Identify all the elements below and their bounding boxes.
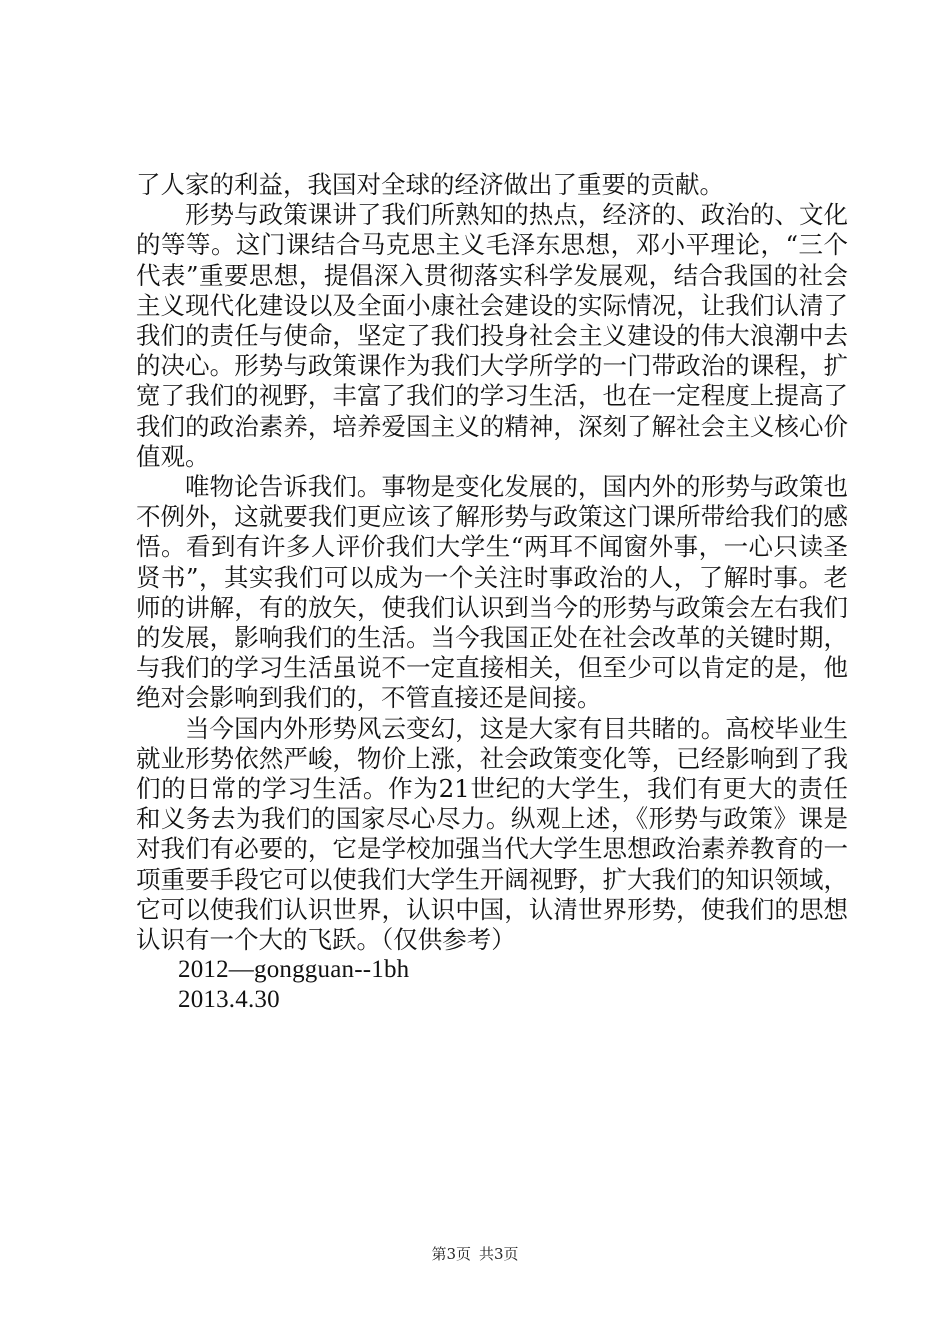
paragraph: 唯物论告诉我们。事物是变化发展的，国内外的形势与政策也不例外，这就要我们更应该了解形势与政策这门课所带给我们的感悟。看到有许多人评价我们大学生“两耳不闻窗外事，一心只读圣贤书”，其实我们可以成为一个关注时事政治的人，了解时事。老师的讲解，有的放矢，使我们认识到当今的形势与政策会左右我们的发展，影响我们的生活。当今我国正处在社会改革的关键时期，与我们的学习生活虽说不一定直接相关，但至少可以肯定的是，他绝对会影响到我们的，不管直接还是间接。 [136,472,848,713]
page-number: 第3页 [431,1245,471,1263]
paragraph: 当今国内外形势风云变幻，这是大家有目共睹的。高校毕业生就业形势依然严峻，物价上涨，社会政策变化等，已经影响到了我们的日常的学习生活。作为21世纪的大学生，我们有更大的责任和义务去为我们的国家尽心尽力。纵观上述，《形势与政策》课是对我们有必要的，它是学校加强当代大学生思想政治素养教育的一项重要手段它可以使我们大学生开阔视野，扩大我们的知识领域，它可以使我们认识世界，认识中国，认清世界形势，使我们的思想认识有一个大的飞跃。（仅供参考） [136,713,848,955]
document-body [136,170,848,1016]
page-total: 共3页 [479,1245,519,1263]
page-footer [0,1244,950,1264]
signature-line: 2012—gongguan--1bh [178,956,410,984]
paragraph-continuation: 了人家的利益，我国对全球的经济做出了重要的贡献。 [136,170,724,199]
date-line: 2013.4.30 [178,986,280,1014]
paragraph: 形势与政策课讲了我们所熟知的热点，经济的、政治的、文化的等等。这门课结合马克思主义毛泽东思想，邓小平理论，“三个代表”重要思想，提倡深入贯彻落实科学发展观，结合我国的社会主义现代化建设以及全面小康社会建设的实际情况，让我们认清了我们的责任与使命，坚定了我们投身社会主义建设的伟大浪潮中去的决心。形势与政策课作为我们大学所学的一门带政治的课程，扩宽了我们的视野，丰富了我们的学习生活，也在一定程度上提高了我们的政治素养，培养爱国主义的精神，深刻了解社会主义核心价值观。 [136,200,848,471]
